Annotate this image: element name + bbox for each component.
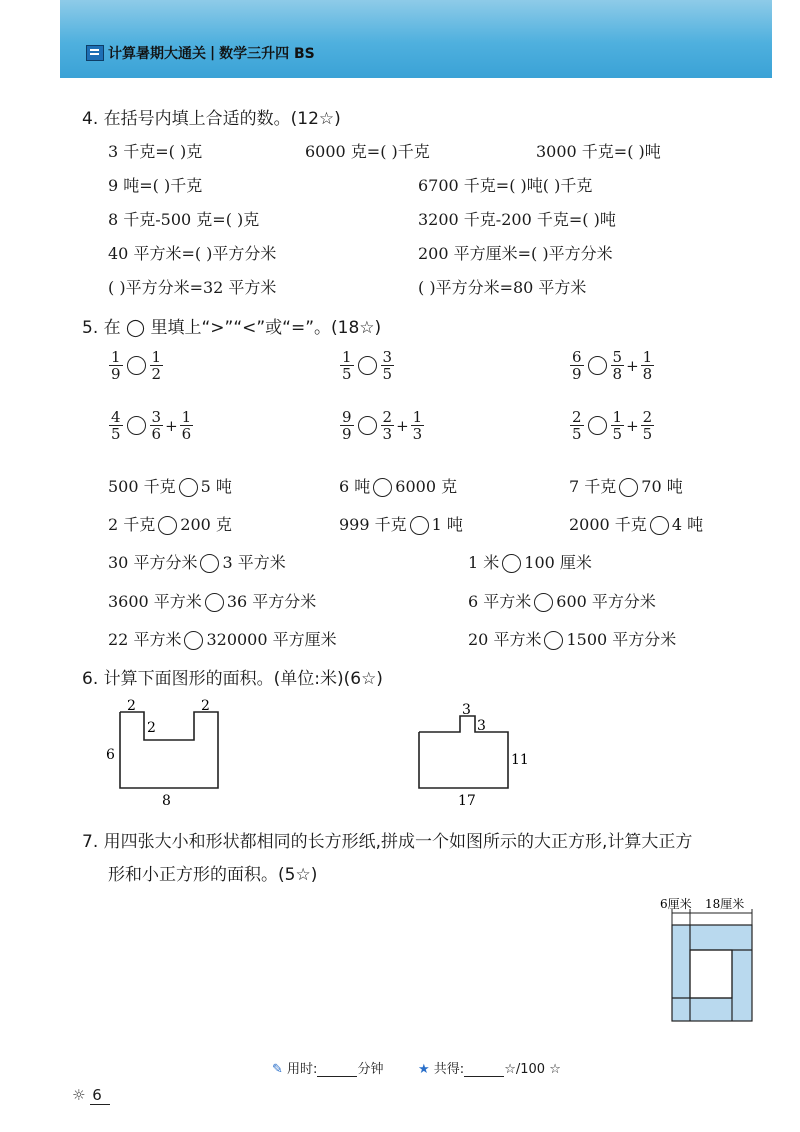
plus-sign: + bbox=[626, 356, 639, 375]
compare-item: 999 千克 1 吨 bbox=[339, 515, 463, 534]
fraction: $\frac{1}{9}$ bbox=[111, 348, 121, 383]
q4-item: 40 平方米=( )平方分米 bbox=[108, 244, 277, 263]
dim-tab-top: 3 bbox=[462, 702, 471, 718]
fraction: $\frac{1}{6}$ bbox=[181, 408, 192, 443]
compare-item: 7 千克 70 吨 bbox=[569, 477, 683, 496]
compare-item: 22 平方米 320000 平方厘米 bbox=[108, 630, 337, 649]
q4-item: ( )平方分米=32 平方米 bbox=[108, 278, 277, 297]
star-outline-icon: ☆ bbox=[549, 1062, 561, 1077]
fraction: $\frac{1}{2}$ bbox=[151, 348, 162, 383]
q4-item: 3000 千克=( )吨 bbox=[536, 142, 661, 161]
sun-swirl-icon: ☼ bbox=[72, 1086, 86, 1104]
fraction-compare-item bbox=[569, 349, 655, 382]
compare-item: 3600 平方米 36 平方分米 bbox=[108, 592, 317, 611]
answer-circle[interactable] bbox=[534, 593, 553, 612]
square-figure bbox=[660, 895, 764, 1025]
q7-title-line2: 形和小正方形的面积。(5☆) bbox=[108, 865, 318, 885]
fraction: $\frac{9}{9}$ bbox=[342, 408, 352, 443]
book-icon bbox=[86, 45, 104, 61]
fraction: $\frac{3}{6}$ bbox=[151, 408, 162, 443]
q4-item: ( )平方分米=80 平方米 bbox=[418, 278, 587, 297]
answer-circle[interactable] bbox=[158, 516, 177, 535]
dim-height: 11 bbox=[511, 752, 529, 768]
fraction: $\frac{1}{3}$ bbox=[412, 408, 423, 443]
header-title-bar bbox=[80, 40, 325, 66]
fraction: $\frac{4}{5}$ bbox=[111, 408, 121, 443]
clock-icon: ✎ bbox=[272, 1062, 283, 1077]
answer-circle[interactable] bbox=[502, 554, 521, 573]
star-icon: ★ bbox=[418, 1062, 430, 1077]
answer-circle[interactable] bbox=[127, 416, 146, 435]
answer-circle[interactable] bbox=[184, 631, 203, 650]
fraction: $\frac{2}{5}$ bbox=[642, 408, 653, 443]
answer-circle[interactable] bbox=[410, 516, 429, 535]
time-field: ✎ 用时: 分钟 bbox=[272, 1062, 384, 1077]
dim-long-side: 18厘米 bbox=[705, 897, 745, 911]
fraction-compare-item bbox=[108, 409, 194, 442]
q4-item: 9 吨=( )千克 bbox=[108, 176, 203, 195]
fraction: $\frac{1}{5}$ bbox=[342, 348, 352, 383]
answer-circle[interactable] bbox=[200, 554, 219, 573]
compare-item: 30 平方分米 3 平方米 bbox=[108, 553, 286, 572]
compare-item: 500 千克 5 吨 bbox=[108, 477, 232, 496]
header-title: 计算暑期大通关 bbox=[108, 46, 206, 62]
fraction-compare-item bbox=[569, 409, 655, 442]
compare-item: 20 平方米 1500 平方分米 bbox=[468, 630, 677, 649]
fraction: $\frac{2}{3}$ bbox=[382, 408, 393, 443]
q4-title: 4. 在括号内填上合适的数。(12☆) bbox=[82, 109, 341, 129]
compare-item: 2 千克 200 克 bbox=[108, 515, 232, 534]
q4-item: 6700 千克=( )吨( )千克 bbox=[418, 176, 593, 195]
time-blank[interactable] bbox=[317, 1076, 357, 1077]
page-number-area bbox=[72, 1086, 110, 1104]
fraction-compare-item bbox=[339, 349, 395, 382]
fraction-compare-item bbox=[108, 349, 164, 382]
plus-sign: + bbox=[165, 416, 178, 435]
fraction: $\frac{5}{8}$ bbox=[612, 348, 623, 383]
answer-circle[interactable] bbox=[358, 356, 377, 375]
answer-circle[interactable] bbox=[588, 416, 607, 435]
answer-circle[interactable] bbox=[650, 516, 669, 535]
answer-circle[interactable] bbox=[179, 478, 198, 497]
answer-circle[interactable] bbox=[127, 356, 146, 375]
page-number: 6 bbox=[90, 1086, 110, 1105]
dim-height: 6 bbox=[106, 747, 115, 763]
header-banner bbox=[60, 0, 772, 78]
fraction: $\frac{1}{8}$ bbox=[642, 348, 653, 383]
header-subject: 数学三升四 BS bbox=[219, 46, 315, 62]
answer-circle[interactable] bbox=[373, 478, 392, 497]
dim-top-left: 2 bbox=[127, 698, 136, 714]
dim-notch: 2 bbox=[147, 720, 156, 736]
figure-notched-rectangle bbox=[100, 698, 240, 810]
answer-circle[interactable] bbox=[588, 356, 607, 375]
dim-short-side: 6厘米 bbox=[660, 897, 692, 911]
fraction: $\frac{3}{5}$ bbox=[382, 348, 393, 383]
plus-sign: + bbox=[626, 416, 639, 435]
compare-item: 6 平方米 600 平方分米 bbox=[468, 592, 656, 611]
q6-title: 6. 计算下面图形的面积。(单位:米)(6☆) bbox=[82, 669, 383, 689]
answer-circle[interactable] bbox=[619, 478, 638, 497]
compare-item: 1 米 100 厘米 bbox=[468, 553, 592, 572]
answer-circle[interactable] bbox=[205, 593, 224, 612]
fraction: $\frac{2}{5}$ bbox=[572, 408, 582, 443]
q5-title: 5. 在 ◯ 里填上“>”“<”或“=”。(18☆) bbox=[82, 318, 382, 338]
fraction: $\frac{1}{5}$ bbox=[612, 408, 623, 443]
dim-tab-side: 3 bbox=[477, 718, 486, 734]
score-blank[interactable] bbox=[464, 1076, 504, 1077]
dim-top-right: 2 bbox=[201, 698, 210, 714]
dim-width: 8 bbox=[162, 793, 171, 809]
q4-item: 3 千克=( )克 bbox=[108, 142, 203, 161]
dim-width: 17 bbox=[458, 793, 476, 809]
q4-item: 3200 千克-200 千克=( )吨 bbox=[418, 210, 616, 229]
answer-circle[interactable] bbox=[358, 416, 377, 435]
compare-item: 2000 千克 4 吨 bbox=[569, 515, 704, 534]
figure-tab-rectangle bbox=[405, 698, 545, 810]
answer-circle[interactable] bbox=[544, 631, 563, 650]
q4-item: 8 千克-500 克=( )克 bbox=[108, 210, 260, 229]
compare-item: 6 吨 6000 克 bbox=[339, 477, 458, 496]
q4-item: 6000 克=( )千克 bbox=[305, 142, 430, 161]
q4-item: 200 平方厘米=( )平方分米 bbox=[418, 244, 613, 263]
plus-sign: + bbox=[396, 416, 409, 435]
score-field: ★ 共得: ☆/100 ☆ bbox=[418, 1062, 561, 1077]
q7-title-line1: 7. 用四张大小和形状都相同的长方形纸,拼成一个如图所示的大正方形,计算大正方 bbox=[82, 832, 693, 852]
fraction: $\frac{6}{9}$ bbox=[572, 348, 582, 383]
header-divider: | bbox=[210, 45, 216, 61]
fraction-compare-item bbox=[339, 409, 425, 442]
